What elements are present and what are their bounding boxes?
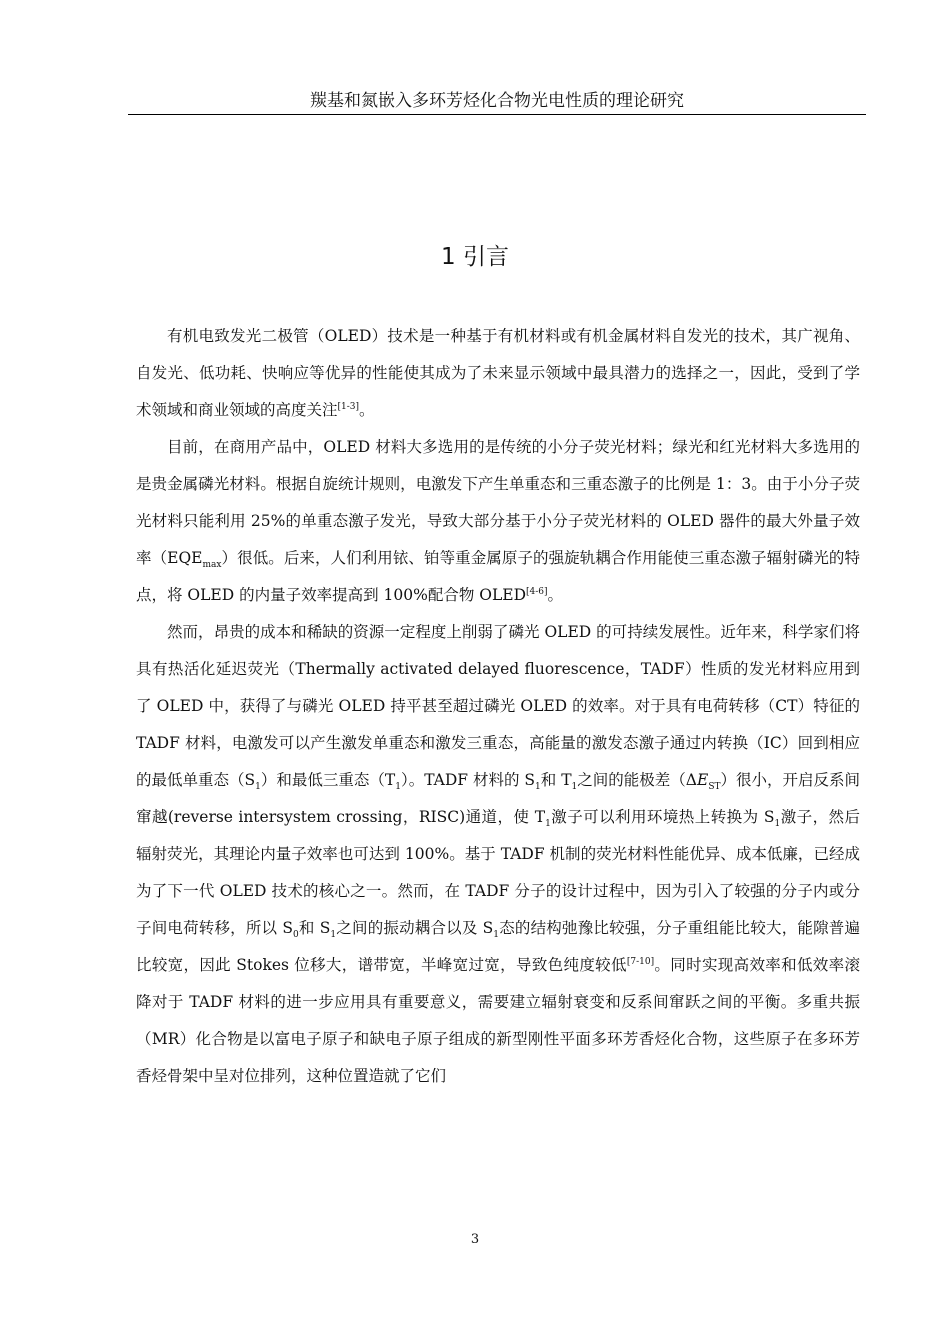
subscript: ST: [708, 782, 721, 793]
text-run: 和 S: [298, 919, 331, 937]
paragraph-2: [136, 429, 860, 614]
text-run: 之间的振动耦合以及 S: [336, 919, 494, 937]
page-number: 3: [470, 1232, 480, 1247]
text-run: 。同时实现高效率和低效率滚降对于 TADF 材料的进一步应用具有重要意义，需要建立辐射衰变和反系间窜跃之间的平衡。多重共振（MR）化合物是以富电子原子和缺电子原子组成的新型刚性平面多环芳香烃化合物，这些原子在多环芳香烃骨架中呈对位排列，这种位置造就了它们: [136, 956, 860, 1085]
subscript: 1: [774, 819, 781, 830]
body-text: [136, 318, 860, 1095]
text-run: 之间的能极差（Δ: [577, 771, 697, 789]
italic-symbol: E: [696, 771, 709, 789]
text-run: 激子，然后辐射荧光，其理论内量子效率也可达到 100%。基于 TADF 机制的荧光材料性能优异、成本低廉，已经成为了下一代 OLED 技术的核心之一。然而，在 TADF 分子的设计过程中，因为引入了较强的分子内或分子间电荷转移，所以 S: [136, 808, 860, 937]
running-header: 羰基和氮嵌入多环芳烃化合物光电性质的理论研究: [128, 90, 866, 115]
text-run: 态的结构弛豫比较强，分子重组能比较大，能隙普遍比较宽，因此 Stokes 位移大，谱带宽，半峰宽过宽，导致色纯度较低: [136, 919, 861, 974]
citation[interactable]: [4-6]: [526, 586, 548, 597]
subscript: max: [202, 560, 222, 571]
text-run: 激子可以利用环境热上转换为 S: [550, 808, 775, 826]
text-run: 和 T: [540, 771, 572, 789]
chapter-title: 1 引言: [441, 244, 509, 270]
subscript: 1: [330, 930, 337, 941]
citation[interactable]: [7-10]: [626, 956, 655, 967]
subscript: 1: [395, 782, 401, 793]
text-run: ）。TADF 材料的 S: [400, 771, 536, 789]
subscript: 1: [545, 819, 551, 830]
subscript: 1: [535, 782, 541, 793]
paragraph-3: [136, 614, 860, 1095]
subscript: 1: [255, 782, 261, 793]
paragraph-1: [136, 318, 860, 429]
text-run: ）很低。后来，人们利用铱、铂等重金属原子的强旋轨耦合作用能使三重态激子辐射磷光的特点，将 OLED 的内量子效率提高到 100%配合物 OLED: [136, 549, 860, 604]
text-run: 然而，昂贵的成本和稀缺的资源一定程度上削弱了磷光 OLED 的可持续发展性。近年来，科学家们将具有热活化延迟荧光（Thermally activated delayed fluorescence，TADF）性质的发光材料应用到了 OLED 中，获得了与磷光 OLED 持平甚至超过磷光 OLED 的效率。对于具有电荷转移（CT）特征的 TADF 材料，电激发可以产生激发单重态和激发三重态，高能量的激发态激子通过内转换（IC）回到相应的最低单重态（S: [136, 623, 860, 789]
subscript: 1: [493, 930, 500, 941]
text-run: 有机电致发光二极管（OLED）技术是一种基于有机材料或有机金属材料自发光的技术，其广视角、自发光、低功耗、快响应等优异的性能使其成为了未来显示领域中最具潜力的选择之一，因此，受到了学术领域和商业领域的高度关注: [136, 327, 860, 419]
subscript: 1: [571, 782, 578, 793]
text-run: ）很小，开启反系间窜越(reverse intersystem crossing，RISC)通道，使 T: [136, 771, 860, 826]
text-run: 目前，在商用产品中，OLED 材料大多选用的是传统的小分子荧光材料；绿光和红光材料大多选用的是贵金属磷光材料。根据自旋统计规则，电激发下产生单重态和三重态激子的比例是 1：3。由于小分子荧光材料只能利用 25%的单重态激子发光，导致大部分基于小分子荧光材料的 OLED 器件的最大外量子效率（EQE: [136, 438, 860, 567]
text-run: 。: [359, 401, 375, 419]
text-run: ）和最低三重态（T: [260, 771, 396, 789]
subscript: 0: [293, 930, 299, 941]
citation[interactable]: [1-3]: [337, 401, 360, 412]
text-run: 。: [547, 586, 564, 604]
